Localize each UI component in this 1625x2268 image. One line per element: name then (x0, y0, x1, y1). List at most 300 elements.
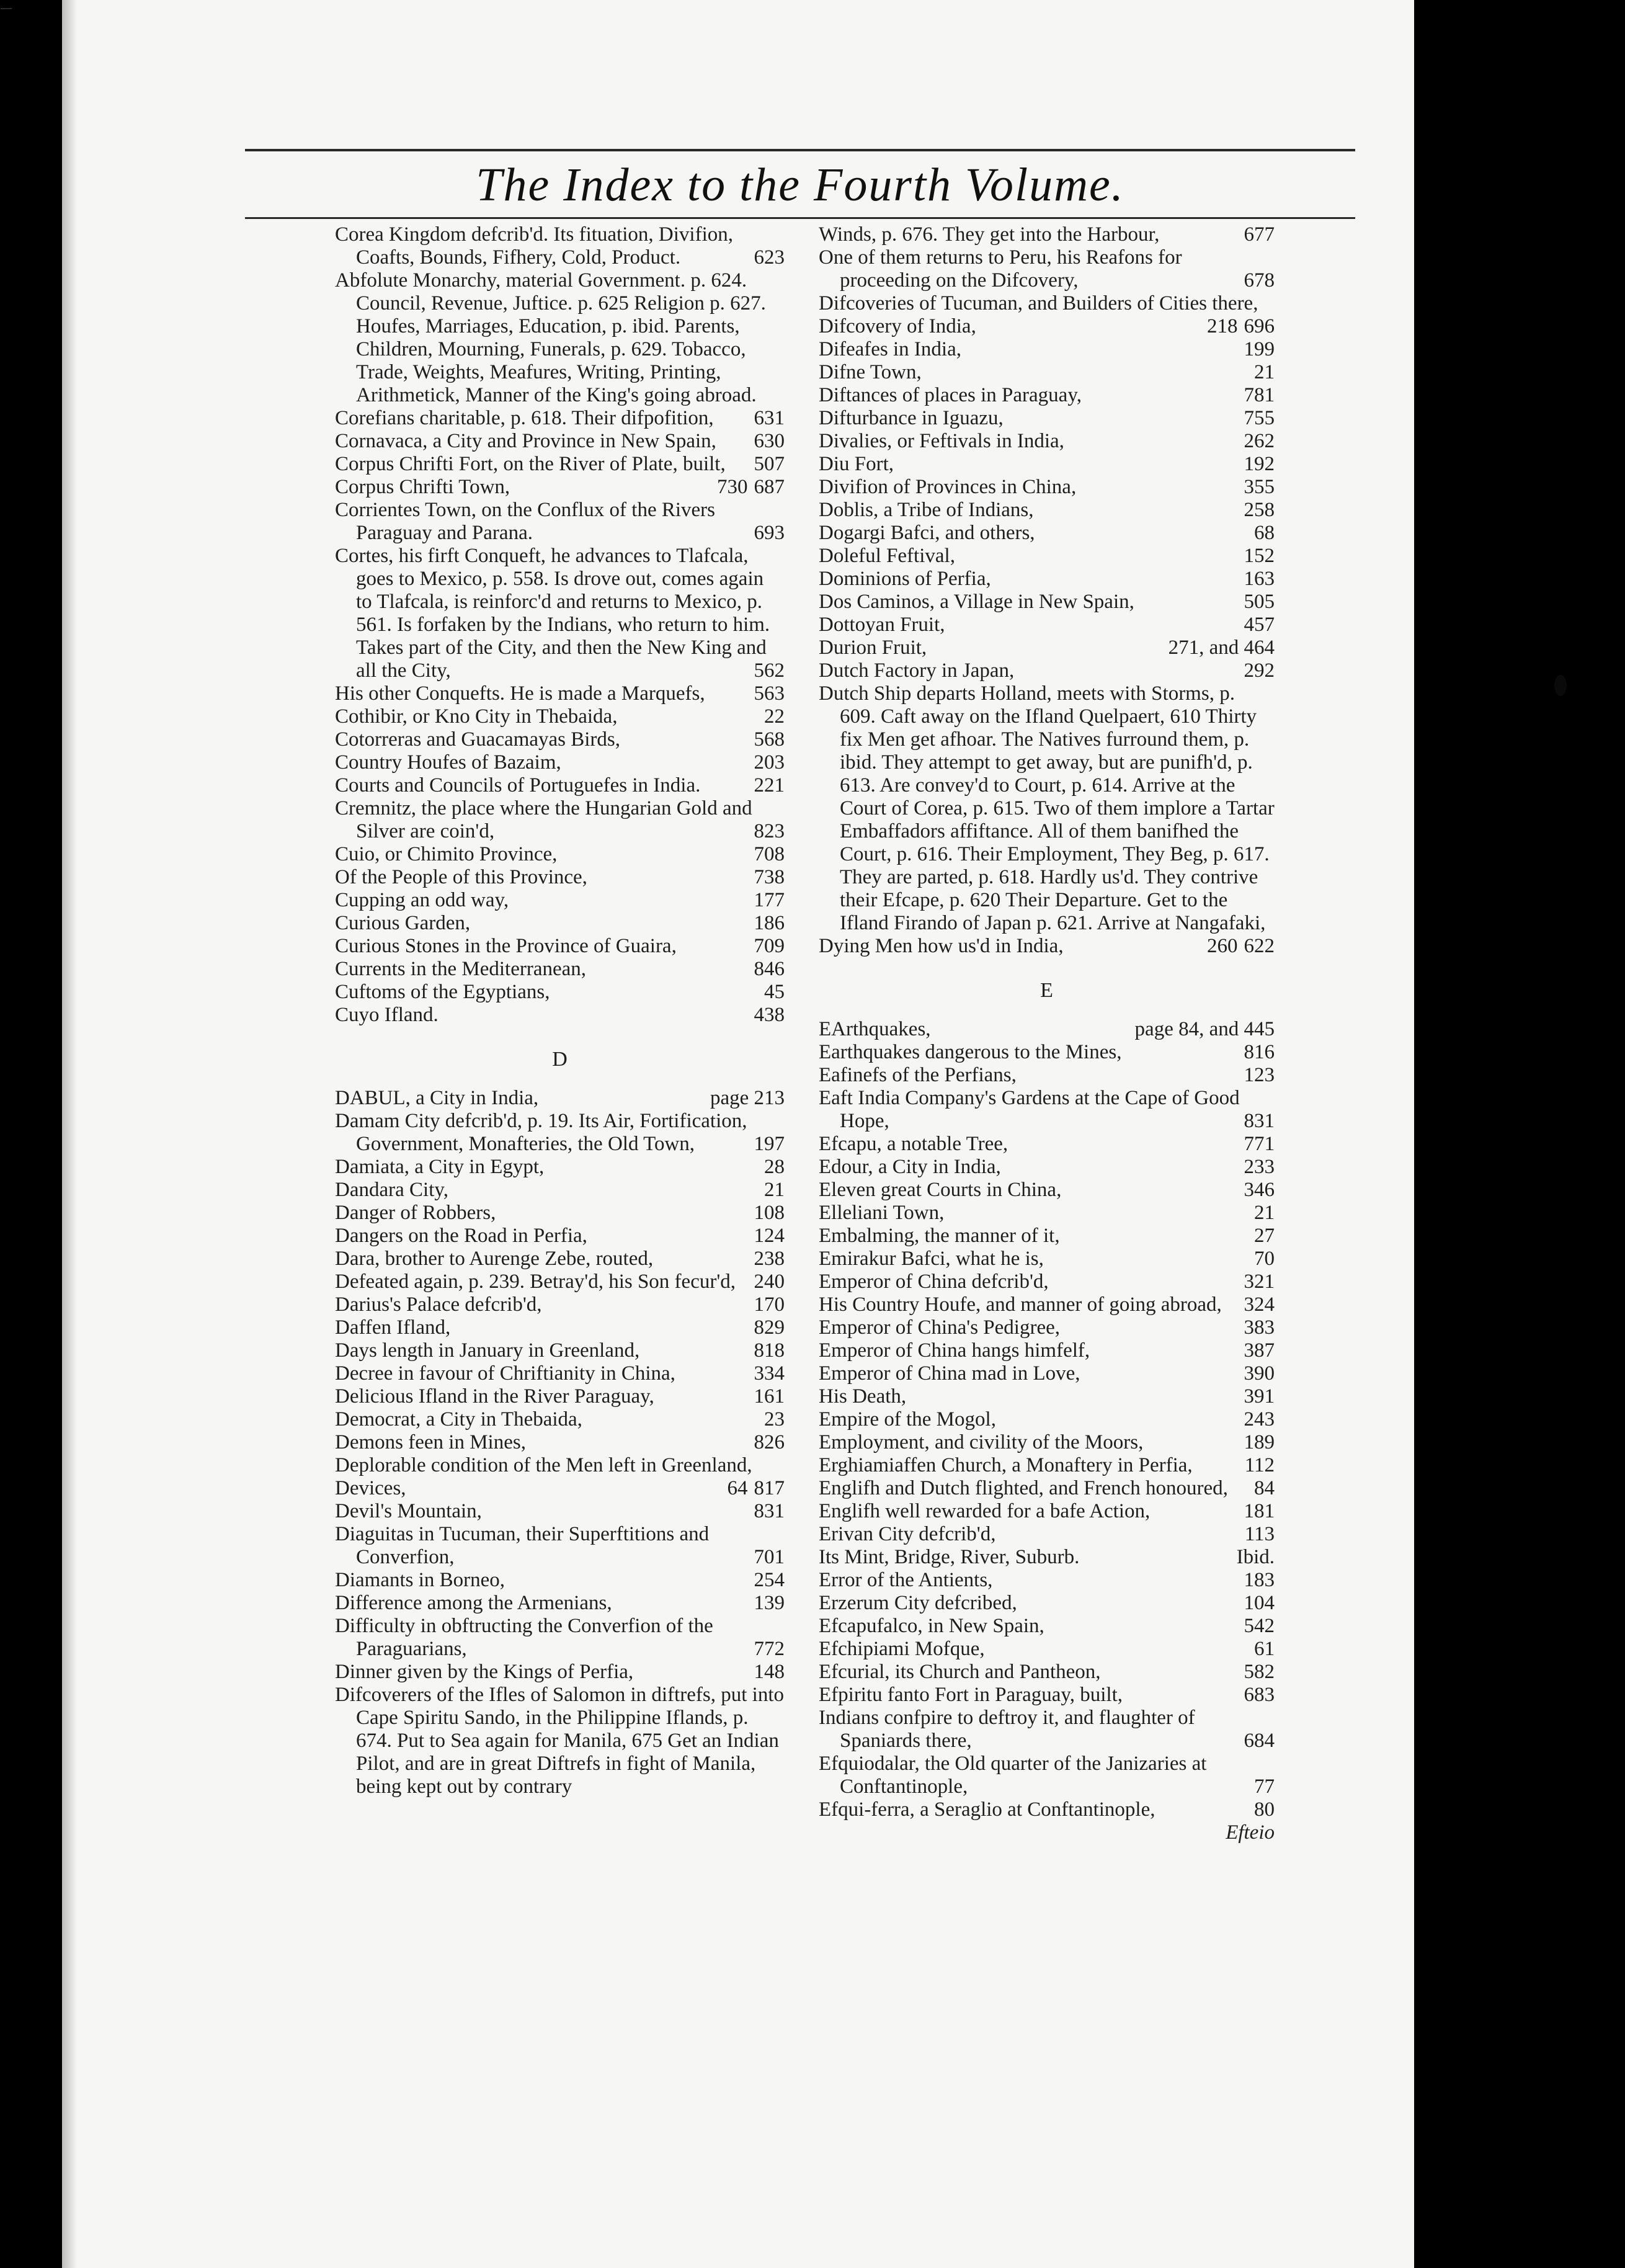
entry-text: Dangers on the Road in Perfia, (335, 1225, 587, 1247)
entry-page: 189 (1244, 1431, 1275, 1453)
index-entry (819, 1225, 1275, 1248)
entry-page: 170 (754, 1293, 785, 1316)
entry-page: 84 (1254, 1477, 1275, 1499)
entry-page: 258 (1244, 499, 1275, 521)
index-entry (819, 522, 1275, 545)
entry-page: 831 (1244, 1110, 1275, 1132)
entry-page: 148 (754, 1661, 785, 1683)
entry-text: Dogargi Bafci, and others, (819, 522, 1035, 544)
entry-text: Englifh and Dutch flighted, and French honoured, (819, 1477, 1228, 1499)
margin-mark: — (0, 0, 12, 15)
entry-text: EArthquakes, (819, 1018, 931, 1040)
entry-text: Deplorable condition of the Men left in Greenland, (335, 1454, 752, 1476)
entry-page: 22 (764, 705, 785, 728)
index-entry (819, 659, 1275, 682)
entry-page: Ibid. (1236, 1546, 1275, 1568)
index-entry (819, 935, 1275, 958)
entry-text: Durion Fruit, (819, 636, 927, 659)
entry-text: Efcapu, a notable Tree, (819, 1133, 1008, 1155)
index-entry (335, 797, 785, 843)
index-entry (819, 1569, 1275, 1592)
index-entry (819, 1339, 1275, 1362)
entry-text: Divalies, or Feftivals in India, (819, 430, 1064, 452)
entry-page: 709 (754, 935, 785, 957)
entry-page: 622 (1244, 935, 1275, 957)
entry-text: Cothibir, or Kno City in Thebaida, (335, 705, 618, 728)
entry-page: 240 (754, 1270, 785, 1293)
entry-page: 772 (754, 1638, 785, 1660)
entry-page: page 213 (710, 1087, 785, 1109)
index-entry (335, 935, 785, 958)
entry-text: Cuyo Ifland. (335, 1004, 439, 1026)
entry-page: 21 (1254, 361, 1275, 383)
entry-page: 696 (1244, 315, 1275, 337)
entry-page: 61 (1254, 1638, 1275, 1660)
index-entry (335, 774, 785, 797)
entry-text: Efcurial, its Church and Pantheon, (819, 1661, 1101, 1683)
entry-text: Efquiodalar, the Old quarter of the Janizaries at Conftantinople, (819, 1752, 1207, 1798)
entry-text: Curious Stones in the Province of Guaira, (335, 935, 677, 957)
index-entry (335, 958, 785, 981)
index-entry (335, 1202, 785, 1225)
entry-page: 163 (1244, 568, 1275, 590)
entry-text: Edour, a City in India, (819, 1156, 1001, 1178)
entry-page: 80 (1254, 1798, 1275, 1821)
index-entry (335, 476, 785, 499)
index-entry (335, 1615, 785, 1661)
entry-page: 507 (754, 453, 785, 475)
entry-text: Devil's Mountain, (335, 1500, 482, 1522)
entry-text: Difne Town, (819, 361, 922, 383)
index-entry (819, 1684, 1275, 1707)
index-entry (335, 912, 785, 935)
entry-text: Cortes, his firft Conqueft, he advances to Tlafcala, goes to Mexico, p. 558. Is drove out, comes again to Tlafcala, is reinforc'd and returns to Mexico, p. 561. Is forfaken by the Indians, who return to him. Takes part of the City, and then the New King and all the City, (335, 545, 770, 682)
index-entry (819, 453, 1275, 476)
entry-page: 260 (1207, 935, 1238, 957)
entry-page: 113 (1244, 1523, 1275, 1545)
index-entry (335, 1339, 785, 1362)
entry-page: 271, and 464 (1168, 636, 1275, 659)
entry-page: 254 (754, 1569, 785, 1591)
entry-text: DABUL, a City in India, (335, 1087, 539, 1109)
index-entry (335, 499, 785, 545)
entry-text: Emperor of China mad in Love, (819, 1362, 1080, 1385)
index-entry (819, 1638, 1275, 1661)
index-entry (335, 728, 785, 751)
entry-text: Emperor of China hangs himfelf, (819, 1339, 1090, 1362)
entry-text: Emirakur Bafci, what he is, (819, 1248, 1044, 1270)
entry-page: 161 (754, 1385, 785, 1408)
entry-page: 203 (754, 751, 785, 774)
index-entry (335, 223, 785, 269)
entry-page: 192 (1244, 453, 1275, 475)
entry-text: Efcapufalco, in New Spain, (819, 1615, 1044, 1637)
index-entry (819, 591, 1275, 614)
entry-text: Diu Fort, (819, 453, 894, 475)
entry-page: page 84, and 445 (1134, 1018, 1275, 1040)
entry-page: 563 (754, 682, 785, 705)
index-entry (335, 1179, 785, 1202)
index-entry (335, 1248, 785, 1270)
entry-page: 542 (1244, 1615, 1275, 1637)
index-entry (819, 1454, 1275, 1477)
index-entry (335, 1385, 785, 1408)
entry-text: Eaft India Company's Gardens at the Cape of Good Hope, (819, 1087, 1240, 1132)
entry-text: Efchipiami Mofque, (819, 1638, 985, 1660)
entry-text: Darius's Palace defcrib'd, (335, 1293, 542, 1316)
entry-text: Delicious Ifland in the River Paraguay, (335, 1385, 654, 1408)
entry-page: 390 (1244, 1362, 1275, 1385)
entry-text: Currents in the Mediterranean, (335, 958, 587, 980)
entry-text: Danger of Robbers, (335, 1202, 496, 1224)
index-entry (819, 315, 1275, 338)
index-entry (335, 889, 785, 912)
entry-text: Its Mint, Bridge, River, Suburb. (819, 1546, 1080, 1568)
entry-page: 23 (764, 1408, 785, 1431)
entry-text: Difcoveries of Tucuman, and Builders of Cities there, (819, 292, 1258, 315)
entry-page: 177 (754, 889, 785, 911)
index-entry (819, 1615, 1275, 1638)
entry-page: 582 (1244, 1661, 1275, 1683)
index-entry (819, 1293, 1275, 1316)
entry-page: 199 (1244, 338, 1275, 360)
index-entry (819, 1385, 1275, 1408)
section-heading-e: E (1040, 979, 1053, 1002)
entry-page: 355 (1244, 476, 1275, 498)
entry-page: 781 (1244, 384, 1275, 406)
entry-page: 28 (764, 1156, 785, 1178)
entry-page: 186 (754, 912, 785, 934)
index-entry (819, 223, 1275, 246)
entry-text: Dos Caminos, a Village in New Spain, (819, 591, 1134, 613)
index-entry (335, 1569, 785, 1592)
entry-page: 324 (1244, 1293, 1275, 1316)
entry-page: 238 (754, 1248, 785, 1270)
entry-page: 817 (754, 1477, 785, 1499)
entry-text: Country Houfes of Bazaim, (335, 751, 561, 774)
entry-page: 197 (754, 1133, 785, 1155)
entry-text: Dutch Factory in Japan, (819, 659, 1015, 682)
entry-page: 683 (1244, 1684, 1275, 1706)
entry-text: Difeafes in India, (819, 338, 961, 360)
entry-page: 218 (1207, 315, 1238, 337)
index-entry (819, 614, 1275, 636)
entry-page: 221 (754, 774, 785, 797)
entry-text: Eafinefs of the Perfians, (819, 1064, 1017, 1086)
entry-text: Of the People of this Province, (335, 866, 587, 888)
title-rule (245, 217, 1355, 219)
entry-page: 708 (754, 843, 785, 865)
entry-text: Difturbance in Iguazu, (819, 407, 1004, 429)
entry-text: Error of the Antients, (819, 1569, 993, 1591)
entry-page: 334 (754, 1362, 785, 1385)
entry-page: 846 (754, 958, 785, 980)
entry-page: 730 (717, 476, 748, 498)
entry-text: Damiata, a City in Egypt, (335, 1156, 545, 1178)
index-entry (819, 361, 1275, 384)
index-entry (819, 384, 1275, 407)
index-entry (335, 1523, 785, 1569)
index-entry (335, 866, 785, 889)
index-entry (819, 407, 1275, 430)
d-continued-entries (819, 223, 1275, 958)
entry-page: 438 (754, 1004, 785, 1026)
entry-text: Englifh well rewarded for a bafe Action, (819, 1500, 1151, 1522)
section-heading-d: D (552, 1048, 568, 1071)
entry-text: Dying Men how us'd in India, (819, 935, 1064, 957)
entry-text: Dominions of Perfia, (819, 568, 991, 590)
index-entry (335, 1156, 785, 1179)
index-entry (819, 1202, 1275, 1225)
entry-page: 104 (1244, 1592, 1275, 1614)
entry-text: Difcoverers of the Ifles of Salomon in diftrefs, put into Cape Spiritu Sando, in the Philippine Iflands, p. 674. Put to Sea again for Manila, 675 Get an Indian Pilot, and are in great Diftrefs in fight of Manila, being kept out by contrary (335, 1684, 784, 1798)
entry-text: Doleful Feftival, (819, 545, 955, 567)
entry-text: Democrat, a City in Thebaida, (335, 1408, 582, 1431)
entry-page: 262 (1244, 430, 1275, 452)
entry-text: Demons feen in Mines, (335, 1431, 526, 1453)
entry-text: Elleliani Town, (819, 1202, 945, 1224)
index-entry (819, 1546, 1275, 1569)
entry-page: 631 (754, 407, 785, 429)
index-entry (335, 1225, 785, 1248)
entry-text: Earthquakes dangerous to the Mines, (819, 1041, 1122, 1063)
entry-text: Curious Garden, (335, 912, 471, 934)
entry-page: 21 (764, 1179, 785, 1201)
entry-text: Efpiritu fanto Fort in Paraguay, built, (819, 1684, 1123, 1706)
index-entry (819, 1431, 1275, 1454)
entry-page: 112 (1244, 1454, 1275, 1476)
entry-text: Dara, brother to Aurenge Zebe, routed, (335, 1248, 654, 1270)
index-entry (819, 430, 1275, 453)
entry-text: Cuftoms of the Egyptians, (335, 981, 550, 1003)
index-entry (335, 1316, 785, 1339)
entry-page: 755 (1244, 407, 1275, 429)
entry-page: 701 (754, 1546, 785, 1568)
entry-page: 630 (754, 430, 785, 452)
entry-page: 816 (1244, 1041, 1275, 1063)
entry-text: Empire of the Mogol, (819, 1408, 996, 1431)
entry-text: Courts and Councils of Portuguefes in India. (335, 774, 701, 797)
index-entry (819, 1661, 1275, 1684)
index-entry (819, 1316, 1275, 1339)
entry-page: 678 (1244, 269, 1275, 292)
entry-text: His Country Houfe, and manner of going abroad, (819, 1293, 1222, 1316)
index-entry (335, 751, 785, 774)
entry-page: 687 (754, 476, 785, 498)
entry-text: Diamants in Borneo, (335, 1569, 505, 1591)
entry-text: Cotorreras and Guacamayas Birds, (335, 728, 621, 751)
entry-page: 321 (1244, 1270, 1275, 1293)
index-entry (335, 1004, 785, 1027)
index-entry (819, 1064, 1275, 1087)
entry-text: Eleven great Courts in China, (819, 1179, 1062, 1201)
entry-text: Doblis, a Tribe of Indians, (819, 499, 1034, 521)
entry-page: 677 (1244, 223, 1275, 246)
entry-page: 505 (1244, 591, 1275, 613)
entry-page: 70 (1254, 1248, 1275, 1270)
index-entry (819, 1179, 1275, 1202)
entry-text: Defeated again, p. 239. Betray'd, his Son fecur'd, (335, 1270, 736, 1293)
entry-page: 738 (754, 866, 785, 888)
entry-text: Abfolute Monarchy, material Government. p. 624. Council, Revenue, Juftice. p. 625 Religion p. 627. Houfes, Marriages, Education, p. ibid. Parents, Children, Mourning, Funerals, p. 629. Tobacco, Trade, Weights, Meafures, Writing, Printing, Arithmetick, Manner of the King's going abroad. (335, 269, 766, 406)
index-entry (819, 1087, 1275, 1133)
entry-page: 383 (1244, 1316, 1275, 1339)
entry-text: Corrientes Town, on the Conflux of the Rivers Paraguay and Parana. (335, 499, 715, 544)
entry-page: 152 (1244, 545, 1275, 567)
entry-page: 64 (727, 1477, 748, 1499)
index-entry (335, 981, 785, 1004)
index-entry (819, 568, 1275, 591)
entry-text: His Death, (819, 1385, 907, 1408)
entry-text: Dutch Ship departs Holland, meets with Storms, p. 609. Caft away on the Ifland Quelpaert, 610 Thirty fix Men get afhoar. The Natives furround them, p. ibid. They attempt to get away, but are punifh'd, p. 613. Are convey'd to Court, p. 614. Arrive at the Court of Corea, p. 615. Two of them implore a Tartar Embaffadors affiftance. All of them banifhed the Court, p. 616. Their Employment, They Beg, p. 617. They are parted, p. 618. Hardly us'd. They contrive their Efcape, p. 620 Their Departure. Get to the Ifland Firando of Japan p. 621. Arrive at Nangafaki, (819, 682, 1275, 934)
left-column (335, 223, 785, 1798)
index-entry (819, 1500, 1275, 1523)
c-entries (335, 223, 785, 1027)
entry-text: Erghiamiaffen Church, a Monaftery in Perfia, (819, 1454, 1193, 1476)
entry-text: Emperor of China defcrib'd, (819, 1270, 1049, 1293)
index-entry (335, 1408, 785, 1431)
entry-text: Employment, and civility of the Moors, (819, 1431, 1144, 1453)
entry-page: 684 (1244, 1730, 1275, 1752)
entry-text: Diaguitas in Tucuman, their Superftitions and Converfion, (335, 1523, 710, 1568)
index-entry (335, 1684, 785, 1798)
right-column (819, 223, 1275, 1844)
entry-page: 829 (754, 1316, 785, 1339)
index-entry (819, 338, 1275, 361)
entry-page: 27 (1254, 1225, 1275, 1247)
entry-page: 45 (764, 981, 785, 1003)
index-entry (335, 1110, 785, 1156)
entry-text: Difcovery of India, (819, 315, 976, 337)
entry-page: 568 (754, 728, 785, 751)
index-entry (335, 843, 785, 866)
index-entry (335, 1270, 785, 1293)
index-entry (819, 1362, 1275, 1385)
entry-page: 818 (754, 1339, 785, 1362)
entry-text: Devices, (335, 1477, 406, 1499)
entry-page: 124 (754, 1225, 785, 1247)
entry-text: Erivan City defcrib'd, (819, 1523, 996, 1545)
entry-text: Diftances of places in Paraguay, (819, 384, 1082, 406)
index-entry (335, 1087, 785, 1110)
entry-text: Cupping an odd way, (335, 889, 509, 911)
index-entry (819, 476, 1275, 499)
index-entry (819, 1270, 1275, 1293)
index-entry (819, 545, 1275, 568)
entry-text: Difficulty in obftructing the Converfion of the Paraguarians, (335, 1615, 713, 1660)
entry-page: 562 (754, 659, 785, 682)
entry-text: Cornavaca, a City and Province in New Spain, (335, 430, 716, 452)
entry-text: Decree in favour of Chriftianity in China, (335, 1362, 675, 1385)
e-entries (819, 1018, 1275, 1821)
index-entry (819, 1408, 1275, 1431)
page-gutter (62, 0, 77, 2268)
page-title: The Index to the Fourth Volume. (476, 159, 1124, 211)
entry-page: 457 (1244, 614, 1275, 636)
entry-page: 243 (1244, 1408, 1275, 1431)
index-entry (819, 1248, 1275, 1270)
top-rule (245, 149, 1355, 151)
index-entry (819, 1707, 1275, 1752)
entry-text: Difference among the Armenians, (335, 1592, 612, 1614)
entry-text: Erzerum City defcribed, (819, 1592, 1017, 1614)
entry-text: Corpus Chrifti Town, (335, 476, 510, 498)
entry-page: 68 (1254, 522, 1275, 544)
entry-text: Efqui-ferra, a Seraglio at Conftantinople, (819, 1798, 1155, 1821)
entry-text: Corefians charitable, p. 618. Their difpofition, (335, 407, 714, 429)
entry-text: Dottoyan Fruit, (819, 614, 945, 636)
entry-page: 387 (1244, 1339, 1275, 1362)
entry-text: Embalming, the manner of it, (819, 1225, 1060, 1247)
entry-page: 771 (1244, 1133, 1275, 1155)
index-entry (335, 1293, 785, 1316)
entry-text: Daffen Ifland, (335, 1316, 451, 1339)
catchword: Efteio (1226, 1821, 1275, 1844)
entry-text: Corea Kingdom defcrib'd. Its fituation, Divifion, Coafts, Bounds, Fifhery, Cold, Product. (335, 223, 733, 269)
index-entry (335, 1500, 785, 1523)
entry-page: 183 (1244, 1569, 1275, 1591)
index-entry (335, 1661, 785, 1684)
entry-page: 693 (754, 522, 785, 544)
entry-page: 108 (754, 1202, 785, 1224)
entry-page: 623 (754, 246, 785, 269)
entry-page: 831 (754, 1500, 785, 1522)
entry-page: 391 (1244, 1385, 1275, 1408)
entry-text: Damam City defcrib'd, p. 19. Its Air, Fortification, Government, Monafteries, the Old Town, (335, 1110, 747, 1155)
entry-text: Corpus Chrifti Fort, on the River of Plate, built, (335, 453, 726, 475)
entry-page: 346 (1244, 1179, 1275, 1201)
index-entry (819, 1477, 1275, 1500)
entry-page: 826 (754, 1431, 785, 1453)
index-entry (819, 1133, 1275, 1156)
entry-text: Indians confpire to deftroy it, and flaughter of Spaniards there, (819, 1707, 1195, 1752)
index-entry (335, 1431, 785, 1454)
index-entry (819, 1798, 1275, 1821)
entry-page: 77 (1254, 1775, 1275, 1798)
index-entry (335, 682, 785, 705)
entry-text: Divifion of Provinces in China, (819, 476, 1077, 498)
entry-text: Cuio, or Chimito Province, (335, 843, 558, 865)
index-entry (819, 1156, 1275, 1179)
index-entry (335, 705, 785, 728)
entry-text: One of them returns to Peru, his Reafons for proceeding on the Difcovery, (819, 246, 1182, 292)
index-entry (335, 545, 785, 682)
d-entries (335, 1087, 785, 1798)
index-entry (819, 1041, 1275, 1064)
index-entry (819, 1592, 1275, 1615)
index-entry (819, 1523, 1275, 1546)
entry-page: 823 (754, 820, 785, 842)
index-entry (819, 1752, 1275, 1798)
index-entry (335, 1362, 785, 1385)
entry-text: Days length in January in Greenland, (335, 1339, 640, 1362)
entry-page: 233 (1244, 1156, 1275, 1178)
entry-page: 181 (1244, 1500, 1275, 1522)
entry-text: Winds, p. 676. They get into the Harbour, (819, 223, 1160, 246)
entry-text: Emperor of China's Pedigree, (819, 1316, 1061, 1339)
entry-page: 292 (1244, 659, 1275, 682)
index-entry (335, 1477, 785, 1500)
entry-text: Dinner given by the Kings of Perfia, (335, 1661, 634, 1683)
entry-page: 21 (1254, 1202, 1275, 1224)
entry-page: 123 (1244, 1064, 1275, 1086)
index-entry (335, 1592, 785, 1615)
entry-text: Cremnitz, the place where the Hungarian Gold and Silver are coin'd, (335, 797, 752, 842)
index-entry (819, 636, 1275, 659)
index-entry (819, 499, 1275, 522)
entry-text: Dandara City, (335, 1179, 448, 1201)
entry-text: His other Conquefts. He is made a Marquefs, (335, 682, 705, 705)
